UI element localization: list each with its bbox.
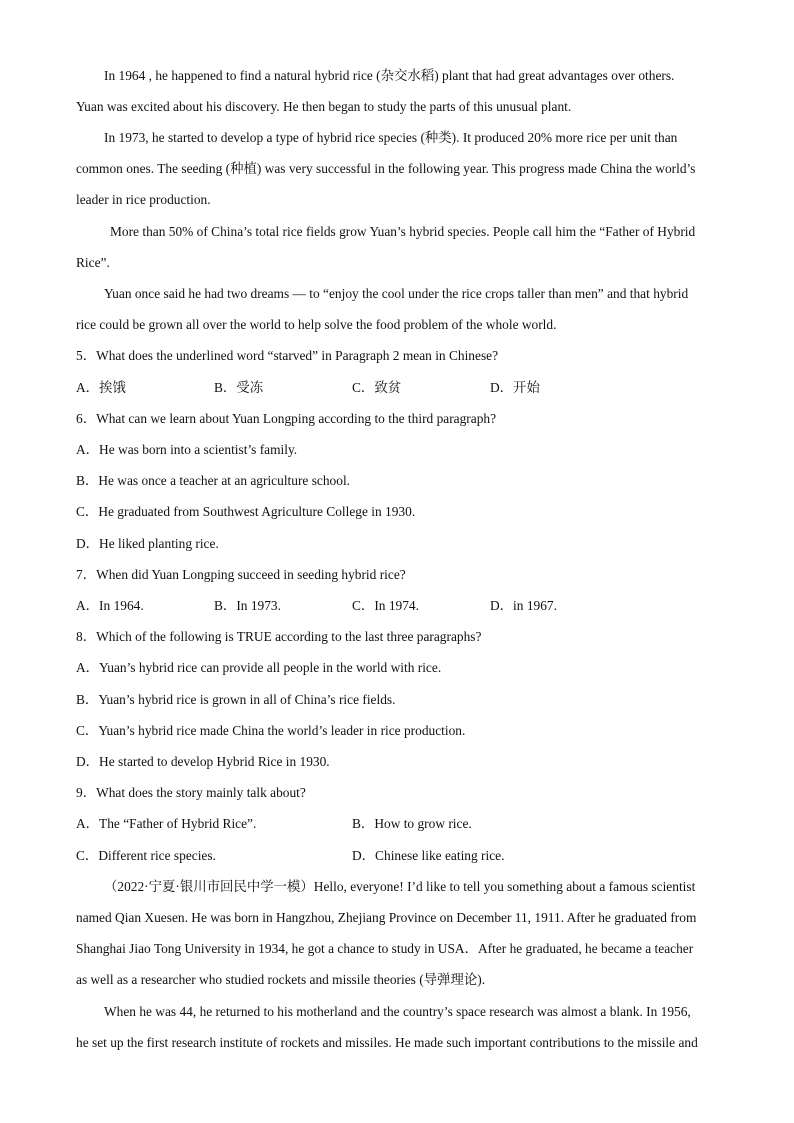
passage-line: he set up the first research institute of rockets and missiles. He made such important contributions to the missile and: [76, 1035, 698, 1050]
q7-option-c: C．In 1974.: [352, 598, 419, 613]
q9-option-b: B．How to grow rice.: [352, 816, 472, 831]
q6-option-c: C．He graduated from Southwest Agriculture College in 1930.: [76, 504, 416, 519]
question-9-stem: 9．What does the story mainly talk about?: [76, 785, 306, 800]
q6-option-b: B．He was once a teacher at an agriculture school.: [76, 473, 351, 488]
passage-line: Rice”.: [76, 255, 110, 270]
q9-option-d: D．Chinese like eating rice.: [352, 848, 505, 863]
q8-option-a: A．Yuan’s hybrid rice can provide all people in the world with rice.: [76, 660, 442, 675]
q5-option-d: D．开始: [490, 380, 540, 395]
q9-option-a: A．The “Father of Hybrid Rice”.: [76, 816, 257, 831]
passage-line: When he was 44, he returned to his motherland and the country’s space research was almost a blank. In 1956,: [104, 1004, 691, 1019]
question-6-stem: 6．What can we learn about Yuan Longping according to the third paragraph?: [76, 411, 497, 426]
q7-option-a: A．In 1964.: [76, 598, 144, 613]
q5-option-a: A．挨饿: [76, 380, 126, 395]
passage-line: Yuan once said he had two dreams — to “enjoy the cool under the rice crops taller than men” and that hybrid: [104, 286, 689, 301]
q7-option-d: D．in 1967.: [490, 598, 557, 613]
q7-option-b: B．In 1973.: [214, 598, 281, 613]
q8-option-b: B．Yuan’s hybrid rice is grown in all of China’s rice fields.: [76, 692, 396, 707]
question-7-stem: 7．When did Yuan Longping succeed in seeding hybrid rice?: [76, 567, 406, 582]
q5-option-b: B．受冻: [214, 380, 264, 395]
q8-option-c: C．Yuan’s hybrid rice made China the world’s leader in rice production.: [76, 723, 466, 738]
passage-line: （2022·宁夏·银川市回民中学一模）Hello, everyone! I’d like to tell you something about a famous scientist: [104, 879, 696, 894]
q6-option-a: A．He was born into a scientist’s family.: [76, 442, 298, 457]
q6-option-d: D．He liked planting rice.: [76, 536, 219, 551]
passage-line: In 1973, he started to develop a type of hybrid rice species (种类). It produced 20% more rice per unit than: [104, 130, 678, 145]
passage-line: leader in rice production.: [76, 192, 211, 207]
q8-option-d: D．He started to develop Hybrid Rice in 1930.: [76, 754, 330, 769]
question-8-stem: 8．Which of the following is TRUE according to the last three paragraphs?: [76, 629, 482, 644]
q9-option-c: C．Different rice species.: [76, 848, 216, 863]
passage-line: as well as a researcher who studied rockets and missile theories (导弹理论).: [76, 972, 486, 987]
question-5-stem: 5．What does the underlined word “starved” in Paragraph 2 mean in Chinese?: [76, 348, 499, 363]
passage-line: named Qian Xuesen. He was born in Hangzhou, Zhejiang Province on December 11, 1911. After he graduated from: [76, 910, 697, 925]
passage-line: In 1964 , he happened to find a natural hybrid rice (杂交水稻) plant that had great advantages over others.: [104, 68, 675, 83]
passage-line: Shanghai Jiao Tong University in 1934, he got a chance to study in USA．After he graduated, he became a teacher: [76, 941, 694, 956]
passage-line: common ones. The seeding (种植) was very successful in the following year. This progress made China the world’s: [76, 161, 696, 176]
passage-line: Yuan was excited about his discovery. He then began to study the parts of this unusual plant.: [76, 99, 572, 114]
passage-line: More than 50% of China’s total rice fields grow Yuan’s hybrid species. People call him the “Father of Hybrid: [110, 224, 696, 239]
q5-option-c: C．致贫: [352, 380, 402, 395]
passage-line: rice could be grown all over the world to help solve the food problem of the whole world.: [76, 317, 557, 332]
